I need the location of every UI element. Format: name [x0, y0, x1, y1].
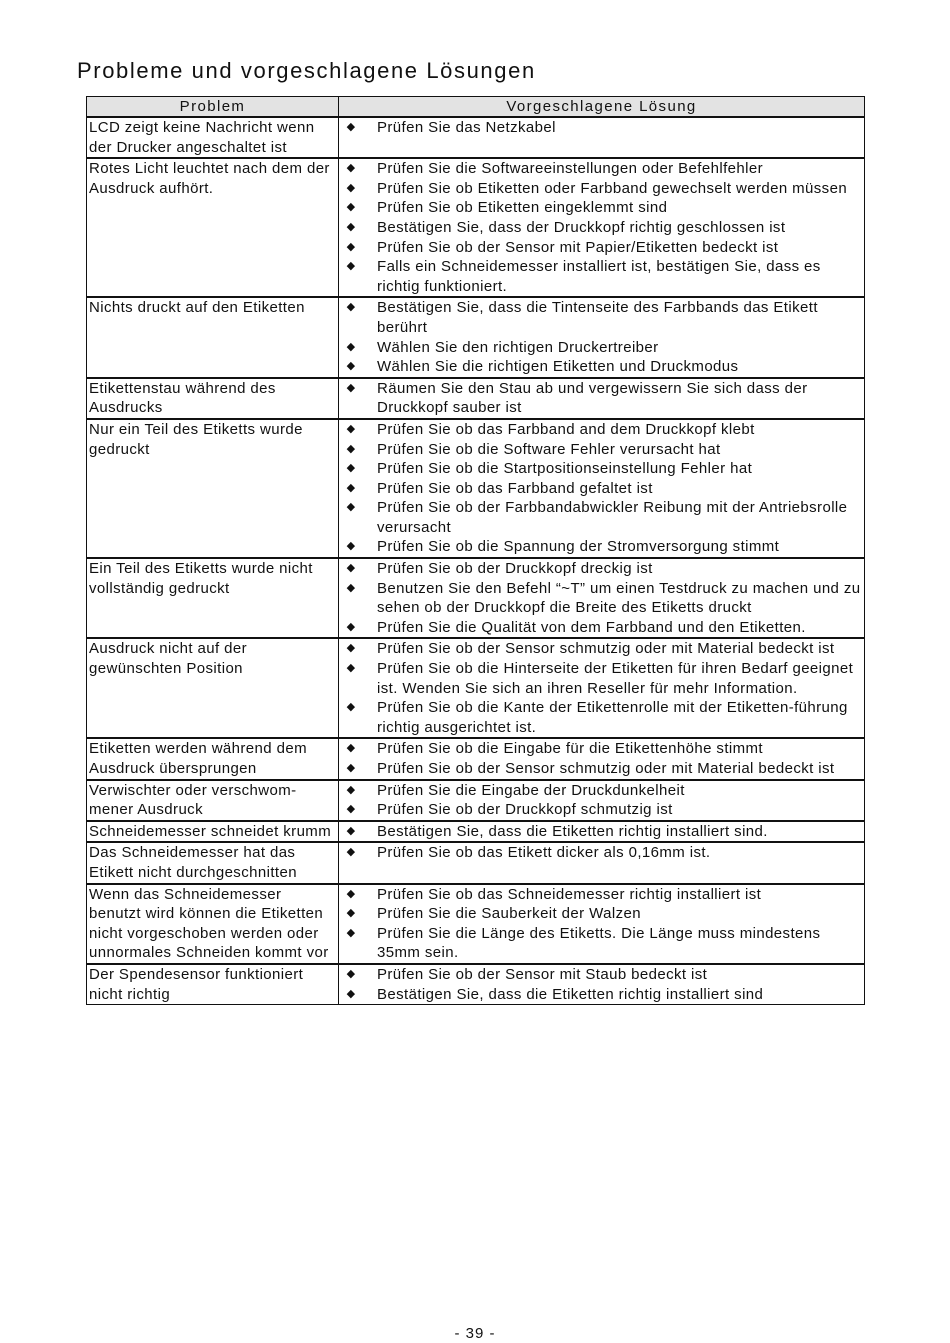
solution-item [341, 759, 862, 779]
diamond-bullet-icon: ◆ [346, 562, 356, 575]
solution-text: Bestätigen Sie, dass die Etiketten richtig installiert sind. [377, 822, 768, 840]
table-row [87, 884, 865, 964]
diamond-bullet-icon: ◆ [346, 762, 356, 774]
diamond-bullet-icon: ◆ [346, 121, 356, 133]
diamond-bullet-icon: ◆ [346, 887, 356, 900]
solution-item [341, 498, 862, 537]
diamond-bullet-icon: ◆ [346, 620, 356, 633]
solution-text: Wählen Sie die richtigen Etiketten und Druckmodus [377, 358, 739, 376]
problem-cell: Nur ein Teil des Etiketts wurde gedruckt [87, 419, 339, 558]
solution-cell [339, 117, 865, 158]
diamond-bullet-icon: ◆ [346, 742, 356, 755]
diamond-bullet-icon: ◆ [346, 907, 356, 920]
solution-text: Prüfen Sie ob die Hinterseite der Etiketten für ihren Bedarf geeignet ist. Wenden Sie sich an ihren Reseller für mehr Information. [377, 660, 854, 697]
diamond-bullet-icon: ◆ [346, 967, 356, 980]
table-row [87, 158, 865, 297]
page-number: - 39 - [454, 1325, 496, 1342]
solution-item [341, 459, 862, 479]
solution-text: Prüfen Sie die Softwareeinstellungen oder Befehlfehler [377, 160, 764, 178]
solution-text: Prüfen Sie ob der Sensor mit Staub bedeckt ist [377, 965, 708, 983]
solution-text: Prüfen Sie ob das Schneidemesser richtig installiert ist [377, 885, 762, 903]
solution-item [341, 179, 862, 199]
solution-cell [339, 638, 865, 738]
table-row [87, 419, 865, 558]
problem-cell: Ein Teil des Etiketts wurde nicht vollständig gedruckt [87, 558, 339, 638]
solution-text: Prüfen Sie die Eingabe der Druckdunkelheit [377, 781, 685, 799]
solution-text: Falls ein Schneidemesser installiert ist, bestätigen Sie, dass es richtig funktioniert. [377, 258, 821, 295]
solution-item [341, 559, 862, 579]
solution-item [341, 440, 862, 460]
problem-cell: Schneidemesser schneidet krumm [87, 821, 339, 843]
diamond-bullet-icon: ◆ [346, 462, 356, 475]
solution-list [341, 965, 862, 1004]
solution-list [341, 559, 862, 637]
solution-cell [339, 558, 865, 638]
solution-text: Prüfen Sie ob das Farbband gefaltet ist [377, 479, 653, 497]
solution-text: Räumen Sie den Stau ab und vergewissern Sie sich dass der Druckkopf sauber ist [377, 379, 808, 417]
solution-text: Prüfen Sie ob die Startpositionseinstellung Fehler hat [377, 460, 753, 478]
solution-cell [339, 821, 865, 843]
solution-item [341, 198, 862, 218]
solution-text: Prüfen Sie ob Etiketten oder Farbband gewechselt werden müssen [377, 179, 848, 197]
diamond-bullet-icon: ◆ [346, 360, 356, 373]
solution-list [341, 739, 862, 778]
page-title: Probleme und vorgeschlagene Lösungen [77, 58, 536, 83]
solution-cell [339, 297, 865, 377]
diamond-bullet-icon: ◆ [346, 824, 356, 837]
problem-cell: Nichts druckt auf den Etiketten [87, 297, 339, 377]
solution-text: Prüfen Sie ob der Sensor schmutzig oder mit Material bedeckt ist [377, 640, 835, 658]
table-row [87, 964, 865, 1005]
solution-text: Prüfen Sie ob der Druckkopf dreckig ist [377, 560, 653, 578]
solution-list [341, 822, 862, 842]
solution-cell [339, 780, 865, 821]
diamond-bullet-icon: ◆ [346, 501, 356, 514]
problem-cell: Etikettenstau während des Ausdrucks [87, 378, 339, 419]
troubleshooting-table [86, 96, 865, 1005]
solution-text: Prüfen Sie ob der Sensor schmutzig oder mit Material bedeckt ist [377, 760, 835, 777]
problem-cell: LCD zeigt keine Nachricht wenn der Drucker angeschaltet ist [87, 117, 339, 158]
solution-item [341, 357, 862, 377]
diamond-bullet-icon: ◆ [346, 926, 356, 939]
solution-item [341, 537, 862, 557]
problem-cell: Ausdruck nicht auf der gewünschten Position [87, 638, 339, 738]
solution-item [341, 579, 862, 618]
solution-text: Prüfen Sie das Netzkabel [377, 119, 556, 136]
solution-text: Prüfen Sie ob die Eingabe für die Etikettenhöhe stimmt [377, 740, 763, 758]
header-problem: Problem [87, 97, 339, 118]
solution-text: Prüfen Sie ob der Farbbandabwickler Reibung mit der Antriebsrolle verursacht [377, 499, 848, 536]
problem-cell: Etiketten werden während dem Ausdruck übersprungen [87, 738, 339, 779]
diamond-bullet-icon: ◆ [346, 540, 356, 553]
diamond-bullet-icon: ◆ [346, 201, 356, 214]
solution-item [341, 159, 862, 179]
table-row [87, 117, 865, 158]
solution-text: Prüfen Sie ob die Spannung der Stromversorgung stimmt [377, 538, 780, 556]
solution-item [341, 618, 862, 638]
diamond-bullet-icon: ◆ [346, 422, 356, 435]
solution-list [341, 843, 862, 863]
solution-item [341, 800, 862, 820]
solution-item [341, 118, 862, 138]
table-body [87, 117, 865, 1005]
diamond-bullet-icon: ◆ [346, 301, 356, 314]
solution-text: Prüfen Sie ob der Druckkopf schmutzig ist [377, 801, 673, 819]
solution-item [341, 338, 862, 358]
solution-item [341, 985, 862, 1005]
table-row [87, 780, 865, 821]
solution-item [341, 257, 862, 296]
solution-item [341, 781, 862, 801]
table-row [87, 821, 865, 843]
solution-item [341, 965, 862, 985]
solution-text: Bestätigen Sie, dass die Tintenseite des Farbbands das Etikett berührt [377, 299, 818, 336]
table-row [87, 378, 865, 419]
problem-cell: Das Schneidemesser hat das Etikett nicht durchgeschnitten [87, 842, 339, 883]
solution-list [341, 639, 862, 737]
table-row [87, 842, 865, 883]
solution-item [341, 885, 862, 905]
table-row [87, 558, 865, 638]
header-solution: Vorgeschlagene Lösung [339, 97, 865, 118]
solution-item [341, 822, 862, 842]
diamond-bullet-icon: ◆ [346, 181, 356, 194]
solution-cell [339, 419, 865, 558]
diamond-bullet-icon: ◆ [346, 381, 356, 394]
diamond-bullet-icon: ◆ [346, 803, 356, 816]
diamond-bullet-icon: ◆ [346, 481, 356, 494]
solution-text: Prüfen Sie ob die Kante der Etikettenrolle mit der Etiketten-führung richtig ausgerichtet ist. [377, 699, 848, 736]
solution-text: Benutzen Sie den Befehl “~T” um einen Testdruck zu machen und zu sehen ob der Druckkopf die Breite des Etiketts druckt [377, 579, 861, 617]
solution-list [341, 298, 862, 376]
solution-item [341, 698, 862, 737]
table-header-row [87, 97, 865, 118]
solution-item [341, 479, 862, 499]
solution-text: Prüfen Sie die Länge des Etiketts. Die Länge muss mindestens 35mm sein. [377, 924, 821, 962]
diamond-bullet-icon: ◆ [346, 240, 356, 253]
diamond-bullet-icon: ◆ [346, 581, 356, 594]
solution-cell [339, 842, 865, 883]
solution-cell [339, 964, 865, 1005]
solution-item [341, 379, 862, 418]
diamond-bullet-icon: ◆ [346, 642, 356, 655]
solution-text: Bestätigen Sie, dass der Druckkopf richtig geschlossen ist [377, 218, 786, 236]
solution-text: Prüfen Sie die Qualität von dem Farbband und den Etiketten. [377, 618, 806, 636]
problem-cell: Wenn das Schneidemesser benutzt wird können die Etiketten nicht vorgeschoben werden oder unnormales Schneiden kommt vor [87, 884, 339, 964]
solution-item [341, 739, 862, 759]
solution-text: Prüfen Sie die Sauberkeit der Walzen [377, 905, 641, 923]
solution-text: Bestätigen Sie, dass die Etiketten richtig installiert sind [377, 985, 764, 1003]
diamond-bullet-icon: ◆ [346, 846, 356, 859]
diamond-bullet-icon: ◆ [346, 701, 356, 714]
solution-text: Prüfen Sie ob das Farbband and dem Druckkopf klebt [377, 420, 755, 438]
solution-item [341, 639, 862, 659]
diamond-bullet-icon: ◆ [346, 340, 356, 353]
solution-list [341, 118, 862, 138]
diamond-bullet-icon: ◆ [346, 987, 356, 1000]
solution-item [341, 238, 862, 258]
solution-cell [339, 378, 865, 419]
solution-item [341, 218, 862, 238]
table-row [87, 297, 865, 377]
solution-list [341, 781, 862, 820]
diamond-bullet-icon: ◆ [346, 162, 356, 175]
solution-list [341, 885, 862, 963]
solution-item [341, 298, 862, 337]
diamond-bullet-icon: ◆ [346, 220, 356, 233]
solution-list [341, 379, 862, 418]
solution-text: Prüfen Sie ob Etiketten eingeklemmt sind [377, 199, 668, 217]
problem-cell: Verwischter oder verschwom-mener Ausdruck [87, 780, 339, 821]
solution-item [341, 904, 862, 924]
diamond-bullet-icon: ◆ [346, 260, 356, 273]
solution-item [341, 843, 862, 863]
solution-cell [339, 884, 865, 964]
solution-list [341, 159, 862, 296]
solution-text: Wählen Sie den richtigen Druckertreiber [377, 338, 659, 356]
diamond-bullet-icon: ◆ [346, 783, 356, 796]
diamond-bullet-icon: ◆ [346, 442, 356, 455]
table-row [87, 638, 865, 738]
table-row [87, 738, 865, 779]
solution-item [341, 659, 862, 698]
solution-text: Prüfen Sie ob die Software Fehler verursacht hat [377, 440, 721, 458]
diamond-bullet-icon: ◆ [346, 662, 356, 675]
solution-list [341, 420, 862, 557]
solution-cell [339, 738, 865, 779]
solution-item [341, 924, 862, 963]
solution-text: Prüfen Sie ob der Sensor mit Papier/Etiketten bedeckt ist [377, 238, 779, 256]
solution-text: Prüfen Sie ob das Etikett dicker als 0,16mm ist. [377, 844, 711, 862]
solution-cell [339, 158, 865, 297]
problem-cell: Der Spendesensor funktioniert nicht richtig [87, 964, 339, 1005]
problem-cell: Rotes Licht leuchtet nach dem der Ausdruck aufhört. [87, 158, 339, 297]
solution-item [341, 420, 862, 440]
